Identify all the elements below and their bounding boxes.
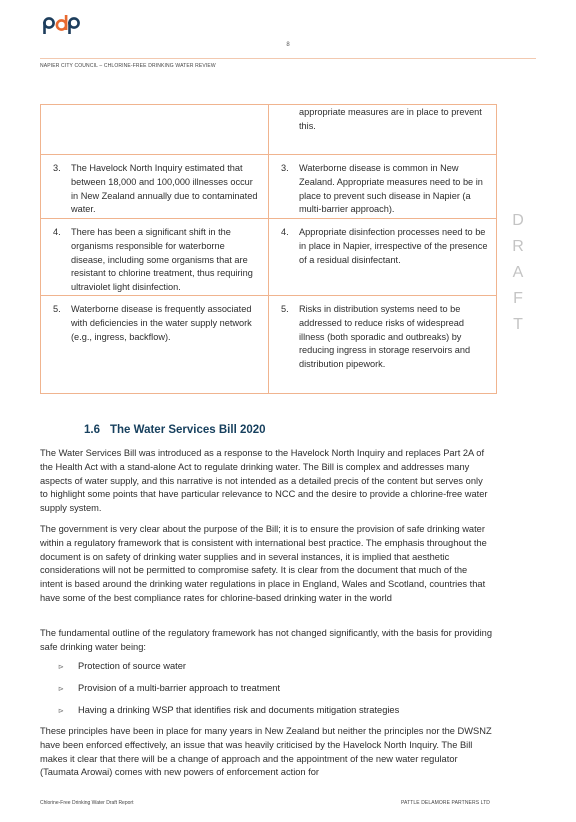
section-heading <box>84 424 266 436</box>
table-row <box>41 105 497 155</box>
watermark-letter: R <box>512 238 524 255</box>
footer-left-text: Chlorine-Free Drinking Water Draft Report <box>40 800 134 806</box>
bullet-list <box>58 660 478 726</box>
body-paragraph: The government is very clear about the purpose of the Bill; it is to ensure the provision of safe drinking water within a regulatory framework that is consistent with international best practice. The emphasis throughout the document is on safety of drinking water supplies and in several instances, it is implied that aesthetic considerations will not be permitted to compromise safety. It is clear from the document that much of the intent is based around the drinking water regulations in place in England, Wales and Scotland, countries that have some of the best compliance rates for chlorine-based drinking water in the world <box>40 524 487 603</box>
page-number: 8 <box>286 42 290 48</box>
bullet-arrow-icon: ⊳ <box>58 707 64 715</box>
document-title: NAPIER CITY COUNCIL – CHLORINE-FREE DRINKING WATER REVIEW <box>40 63 216 69</box>
watermark-letter: F <box>513 290 523 307</box>
watermark-letter: A <box>512 264 524 281</box>
table-cell-left: 4. There has been a significant shift in the organisms responsible for waterborne disease, including some organisms that are resistant to chlorine treatment, thus requiring ultraviolet light disinfection. <box>41 219 269 296</box>
issues-table <box>40 104 497 394</box>
bullet-arrow-icon: ⊳ <box>58 685 64 693</box>
header-divider <box>40 58 536 59</box>
section-title-text: The Water Services Bill 2020 <box>110 424 266 436</box>
list-item: ⊳ Provision of a multi-barrier approach to treatment <box>58 682 478 697</box>
section-number: 1.6 <box>84 424 100 436</box>
table-row <box>41 219 497 296</box>
table-cell-left: 5. Waterborne disease is frequently associated with deficiencies in the water supply network (e.g., ingress, backflow). <box>41 295 269 393</box>
footer-right-text: PATTLE DELAMORE PARTNERS LTD <box>400 800 490 806</box>
table-row <box>41 155 497 219</box>
table-row <box>41 295 497 393</box>
table-cell-right: 4. Appropriate disinfection processes need to be in place in Napier, irrespective of the presence of a residual disinfectant. <box>269 219 497 296</box>
list-item: ⊳ Protection of source water <box>58 660 478 675</box>
table-cell-left: 3. The Havelock North Inquiry estimated that between 18,000 and 100,000 illnesses occur in New Zealand annually due to contaminated water. <box>41 155 269 219</box>
table-cell-right: 5. Risks in distribution systems need to be addressed to reduce risks of widespread illness (both sporadic and outbreaks) by reducing ingress in storage reservoirs and distribution pipework. <box>269 295 497 393</box>
body-paragraph: The Water Services Bill was introduced as a response to the Havelock North Inquiry and replaces Part 2A of the Health Act with a stand-alone Act to regulate drinking water. The Bill is complex and addresses many aspects of water supply, and this narrative is not intended as a detailed precis of the content but serves only to highlight some points that have particular relevance to NCC and the desire to provide a chlorine-free water supply system. <box>40 448 488 514</box>
bullet-arrow-icon: ⊳ <box>58 664 64 671</box>
watermark-letter: D <box>512 212 524 229</box>
table-cell-left <box>41 105 269 155</box>
company-logo <box>42 14 82 36</box>
watermark-letter: T <box>513 316 523 333</box>
list-item: ⊳ Having a drinking WSP that identifies risk and documents mitigation strategies <box>58 704 478 719</box>
table-cell-right: appropriate measures are in place to prevent this. <box>269 105 497 155</box>
body-paragraph: The fundamental outline of the regulatory framework has not changed significantly, with the basis for providing safe drinking water being: <box>40 628 493 652</box>
body-paragraph: These principles have been in place for many years in New Zealand but neither the principles nor the DWSNZ have been enforced effectively, an issue that was heavily criticised by the Havelock North Inquiry. The Bill makes it clear that there will be a change of approach and the appointment of the new water regulator (Taumata Arowai) comes with new powers of enforcement action for <box>40 726 492 778</box>
table-cell-right: 3. Waterborne disease is common in New Zealand. Appropriate measures need to be in place to prevent such disease in Napier (a multi-barrier approach). <box>269 155 497 219</box>
draft-watermark <box>509 212 527 334</box>
